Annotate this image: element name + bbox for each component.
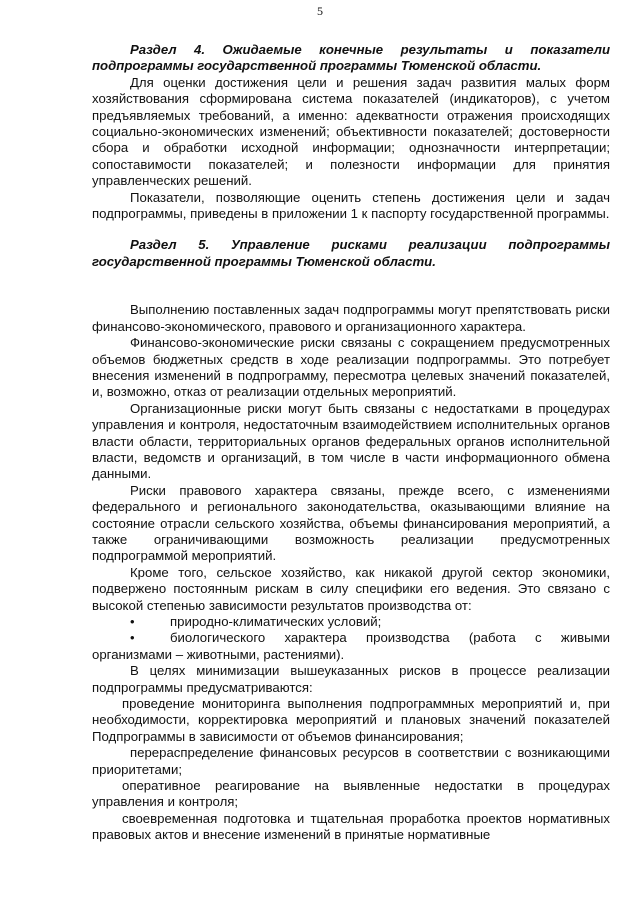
section-5-paragraph: Кроме того, сельское хозяйство, как никакой другой сектор экономики, подвержено постоянным рискам в силу специфики его ведения. Это связано с высокой степенью зависимости результатов производства от: <box>92 564 610 613</box>
section-5-paragraph: Финансово-экономические риски связаны с сокращением предусмотренных объемов бюджетных средств в ходе реализации подпрограммы. Это потребует внесения изменений в подпрограмму, пересмотра целевых значений показателей, и, возможно, отказ от реализации отдельных мероприятий. <box>92 335 610 400</box>
measures-intro: В целях минимизации вышеуказанных рисков в процессе реализации подпрограммы предусматриваются: <box>92 663 610 695</box>
section-5-paragraph: Риски правового характера связаны, прежде всего, с изменениями федерального и регионального законодательства, оказывающими влияние на состояние отрасли сельского хозяйства, объемы финансирования мероприятий, а также ограничивающими возможность реализации предусмотренных подпрограммой мероприятий. <box>92 482 610 564</box>
measure-item: проведение мониторинга выполнения подпрограммных мероприятий и, при необходимости, корректировка мероприятий и плановых значений показателей Подпрограммы в зависимости от объемов финансирования; <box>92 696 610 744</box>
section-4-paragraph: Показатели, позволяющие оценить степень достижения цели и задач подпрограммы, приведены в приложении 1 к паспорту государственной программы. <box>92 189 610 222</box>
section-4-paragraph: Для оценки достижения цели и решения задач развития малых форм хозяйствования сформирована система показателей (индикаторов), с учетом предъявляемых требований, а именно: адекватности отражения происходящих социально-экономических изменений; объективности показателей; достоверности сбора и обработки исходной информации; однозначности интерпретации; сопоставимости показателей; и полезности информации для принятия управленческих решений. <box>92 74 610 189</box>
section-4-heading: Раздел 4. Ожидаемые конечные результаты и показатели подпрограммы государственной программы Тюменской области. <box>92 42 610 74</box>
page-content <box>92 42 610 844</box>
section-5-paragraph: Организационные риски могут быть связаны с недостатками в процедурах управления и контроля, недостаточным взаимодействием исполнительных органов власти области, территориальных органов федеральных органов исполнительной власти, ведомств и организаций, в том числе в части информационного обмена данными. <box>92 400 610 482</box>
bullet-list-item <box>92 614 610 630</box>
measure-item: оперативное реагирование на выявленные недостатки в процедурах управления и контроля; <box>92 778 610 810</box>
measure-item: своевременная подготовка и тщательная проработка проектов нормативных правовых актов и внесение изменений в принятые нормативные <box>92 810 610 843</box>
section-5-heading: Раздел 5. Управление рисками реализации подпрограммы государственной программы Тюменской области. <box>92 237 610 269</box>
bullet-text: природно-климатических условий; <box>170 614 382 629</box>
bullet-icon: • <box>130 630 135 646</box>
bullet-list-item <box>92 630 610 663</box>
bullet-text: биологического характера производства (работа с живыми организмами – животными, растениями). <box>92 630 610 662</box>
measure-item: перераспределение финансовых ресурсов в соответствии с возникающими приоритетами; <box>92 745 610 777</box>
page-number: 5 <box>317 4 323 18</box>
spacer <box>92 222 610 237</box>
spacer <box>92 270 610 302</box>
bullet-icon: • <box>130 614 135 629</box>
section-5-paragraph: Выполнению поставленных задач подпрограммы могут препятствовать риски финансово-экономического, правового и организационного характера. <box>92 302 610 334</box>
